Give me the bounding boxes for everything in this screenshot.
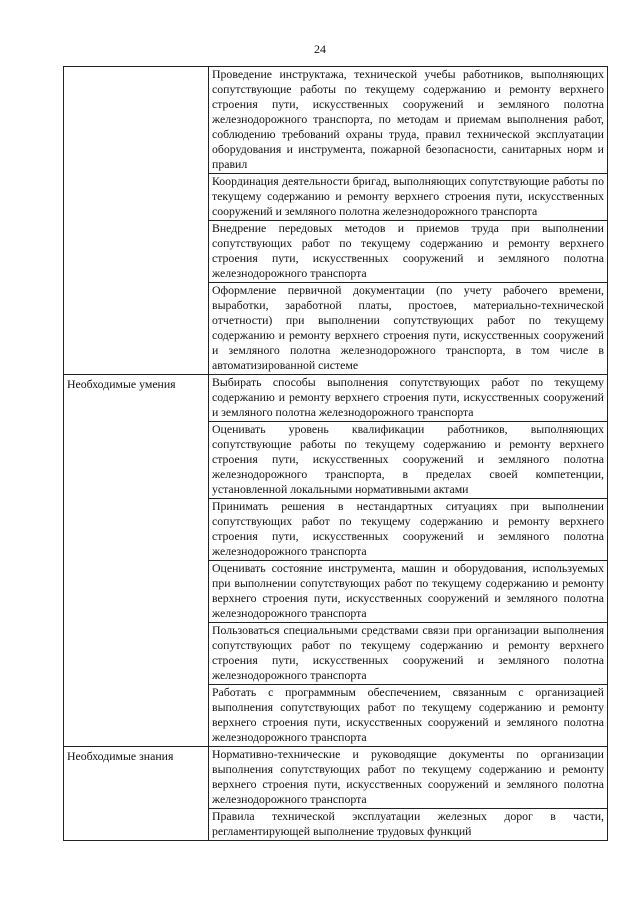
table-cell: Пользоваться специальными средствами связи при организации выполнения сопутствующих работ по текущему содержанию и ремонту верхнего строения пути, искусственных сооружений и земляного полотна железнодорожного транспорта	[209, 623, 608, 685]
skills-label: Необходимые умения	[64, 375, 209, 747]
table-cell: Внедрение передовых методов и приемов труда при выполнении сопутствующих работ по текущему содержанию и ремонту верхнего строения пути, искусственных сооружений и земляного полотна железнодорожного транспорта	[209, 221, 608, 283]
table-cell: Нормативно-технические и руководящие документы по организации выполнения сопутствующих работ по текущему содержанию и ремонту верхнего строения пути, искусственных сооружений и земляного полотна железнодорожного транспорта	[209, 747, 608, 809]
table-cell: Выбирать способы выполнения сопутствующих работ по текущему содержанию и ремонту верхнего строения пути, искусственных сооружений и земляного полотна железнодорожного транспорта	[209, 375, 608, 422]
table-cell: Правила технической эксплуатации железных дорог в части, регламентирующей выполнение трудовых функций	[209, 809, 608, 841]
page-number: 24	[314, 42, 326, 56]
labor-functions-table	[63, 66, 608, 841]
table-cell: Оценивать уровень квалификации работников, выполняющих сопутствующие работы по текущему содержанию и ремонту верхнего строения пути, искусственных сооружений и земляного полотна железнодорожного транспорта, в пределах своей компетенции, установленной локальными нормативными актами	[209, 422, 608, 499]
table-cell: Работать с программным обеспечением, связанным с организацией выполнения сопутствующих работ по текущему содержанию и ремонту верхнего строения пути, искусственных сооружений и земляного полотна железнодорожного транспорта	[209, 685, 608, 747]
knowledge-label: Необходимые знания	[64, 747, 209, 841]
table-cell: Принимать решения в нестандартных ситуациях при выполнении сопутствующих работ по текущему содержанию и ремонту верхнего строения пути, искусственных сооружений и земляного полотна железнодорожного транспорта	[209, 499, 608, 561]
labor-actions-label-cell	[64, 67, 209, 375]
table-row	[64, 375, 608, 422]
table-cell: Проведение инструктажа, технической учебы работников, выполняющих сопутствующие работы по текущему содержанию и ремонту верхнего строения пути, искусственных сооружений и земляного полотна железнодорожного транспорта, по методам и приемам выполнения работ, соблюдению требований охраны труда, правил технической эксплуатации оборудования и инструмента, пожарной безопасности, санитарных норм и правил	[209, 67, 608, 174]
table-cell: Координация деятельности бригад, выполняющих сопутствующие работы по текущему содержанию и ремонту верхнего строения пути, искусственных сооружений и земляного полотна железнодорожного транспорта	[209, 174, 608, 221]
table-cell: Оценивать состояние инструмента, машин и оборудования, используемых при выполнении сопутствующих работ по текущему содержанию и ремонту верхнего строения пути, искусственных сооружений и земляного полотна железнодорожного транспорта	[209, 561, 608, 623]
table-cell: Оформление первичной документации (по учету рабочего времени, выработки, заработной платы, простоев, материально-технической отчетности) при выполнении сопутствующих работ по текущему содержанию и ремонту верхнего строения пути, искусственных сооружений и земляного полотна железнодорожного транспорта, в том числе в автоматизированной системе	[209, 283, 608, 375]
table-row	[64, 747, 608, 809]
table-row	[64, 67, 608, 174]
